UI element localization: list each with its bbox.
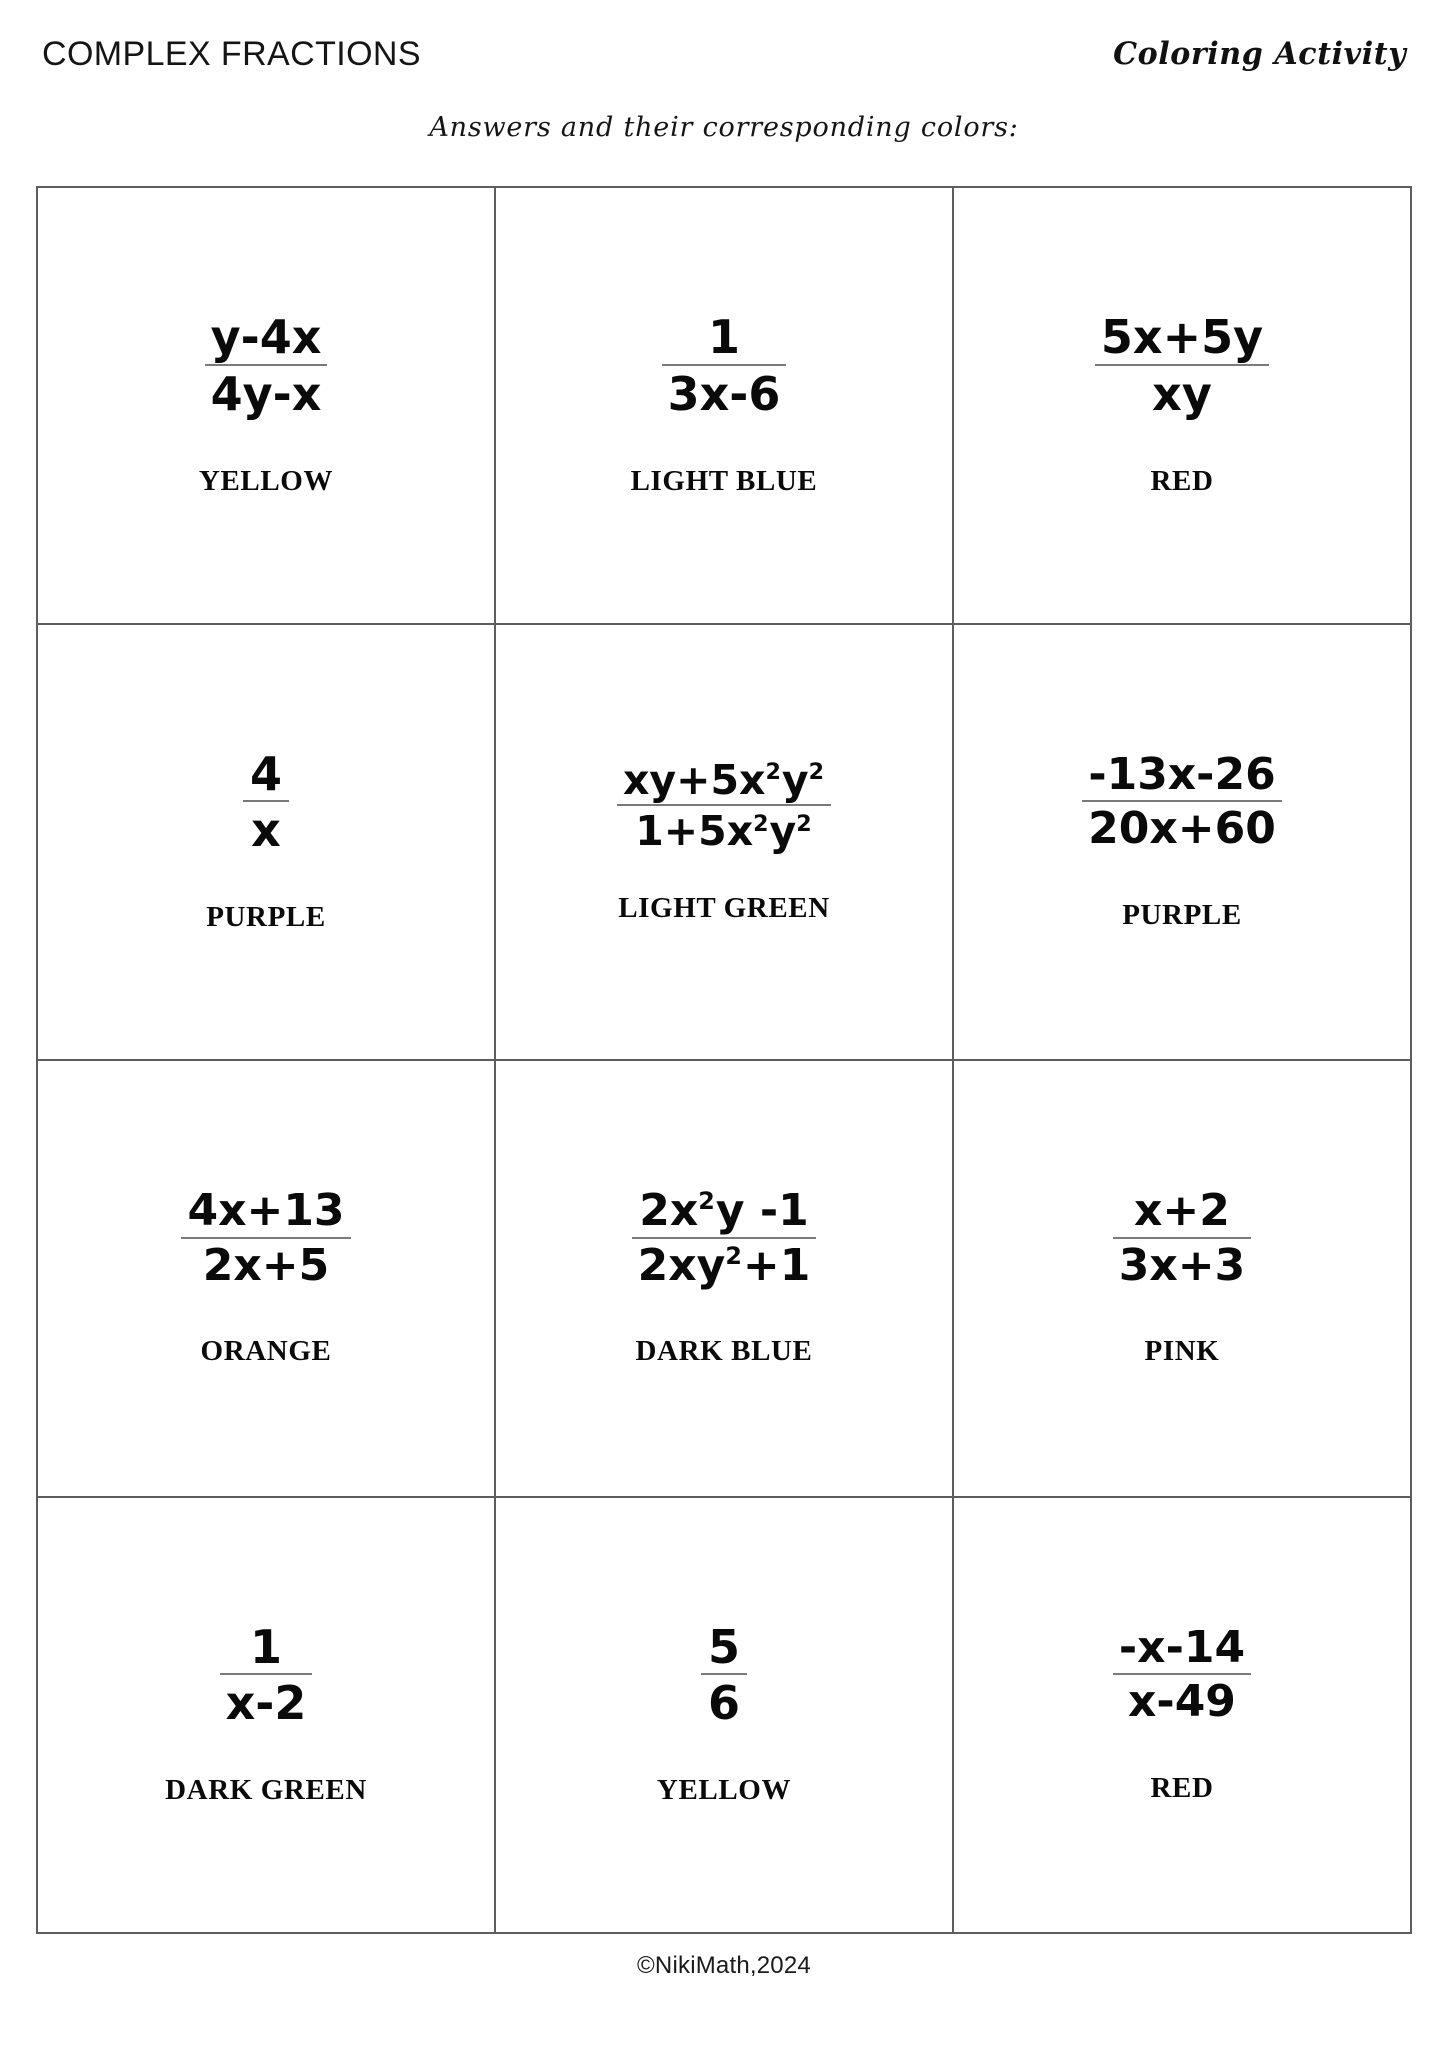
fraction-denominator: xy (1152, 366, 1212, 421)
fraction-numerator: x+2 (1134, 1185, 1230, 1237)
fraction-expression (632, 1185, 817, 1291)
activity-type-label: Coloring Activity (1112, 36, 1406, 72)
color-label: YELLOW (198, 464, 334, 497)
fraction-expression (662, 310, 787, 421)
instructions-text: Answers and their corresponding colors: (429, 112, 1019, 143)
fraction-numerator: -x-14 (1118, 1621, 1246, 1673)
color-label: DARK BLUE (635, 1335, 813, 1368)
fraction-numerator: $2x^2y$ -1 (639, 1185, 809, 1237)
fraction-expression (1113, 1185, 1251, 1291)
color-label: RED (1150, 1771, 1214, 1804)
fraction-expression (617, 755, 831, 856)
fraction-denominator: $2xy^2+1$ (637, 1239, 811, 1291)
color-label: RED (1150, 464, 1214, 497)
answer-cell[interactable] (496, 1498, 954, 1935)
fraction-denominator: x-2 (225, 1676, 307, 1731)
answer-cell[interactable] (38, 188, 496, 625)
fraction-expression (1095, 310, 1269, 421)
fraction-expression (181, 1185, 350, 1291)
fraction-numerator: $xy+5x^2y^2$ (622, 755, 825, 804)
fraction-denominator: x-49 (1128, 1676, 1236, 1728)
fraction-expression (243, 746, 289, 858)
color-label: LIGHT BLUE (630, 464, 818, 497)
color-label: PURPLE (1122, 898, 1242, 931)
fraction-denominator: $1+5x^2y^2$ (635, 807, 812, 856)
page-title: COMPLEX FRACTIONS (42, 34, 421, 73)
page-header (42, 30, 1406, 78)
answer-cell[interactable] (954, 188, 1412, 625)
fraction-denominator: 3x+3 (1118, 1239, 1246, 1291)
color-label: PURPLE (206, 901, 326, 933)
answer-cell[interactable] (38, 625, 496, 1062)
fraction-numerator: 4 (249, 746, 282, 801)
fraction-numerator: -13x-26 (1088, 748, 1276, 800)
fraction-numerator: 1 (707, 310, 740, 364)
copyright-notice: ©NikiMath,2024 (637, 1952, 811, 1979)
fraction-denominator: 6 (707, 1676, 740, 1731)
answer-cell[interactable] (954, 1061, 1412, 1498)
answer-cell[interactable] (38, 1498, 496, 1935)
answer-cell[interactable] (954, 1498, 1412, 1935)
fraction-numerator: 5x+5y (1100, 310, 1264, 364)
fraction-expression (701, 1619, 747, 1731)
fraction-expression (1082, 748, 1282, 855)
answer-cell[interactable] (954, 625, 1412, 1062)
fraction-expression (220, 1619, 313, 1731)
answer-key-grid (36, 186, 1412, 1934)
answer-cell[interactable] (496, 625, 954, 1062)
color-label: ORANGE (200, 1335, 332, 1368)
fraction-denominator: x (251, 803, 281, 858)
color-label: DARK GREEN (165, 1774, 367, 1806)
fraction-expression (205, 310, 328, 421)
fraction-denominator: 3x-6 (667, 366, 781, 421)
color-label: PINK (1144, 1335, 1220, 1368)
fraction-numerator: 1 (249, 1619, 282, 1674)
fraction-expression (1113, 1621, 1251, 1728)
fraction-denominator: 2x+5 (202, 1239, 330, 1291)
fraction-numerator: 5 (707, 1619, 740, 1674)
answer-cell[interactable] (496, 1061, 954, 1498)
fraction-numerator: y-4x (210, 310, 322, 364)
color-label: YELLOW (656, 1774, 792, 1806)
answer-cell[interactable] (496, 188, 954, 625)
fraction-denominator: 4y-x (210, 366, 322, 421)
fraction-numerator: 4x+13 (187, 1185, 345, 1237)
fraction-denominator: 20x+60 (1088, 803, 1276, 855)
color-label: LIGHT GREEN (618, 891, 830, 924)
answer-cell[interactable] (38, 1061, 496, 1498)
